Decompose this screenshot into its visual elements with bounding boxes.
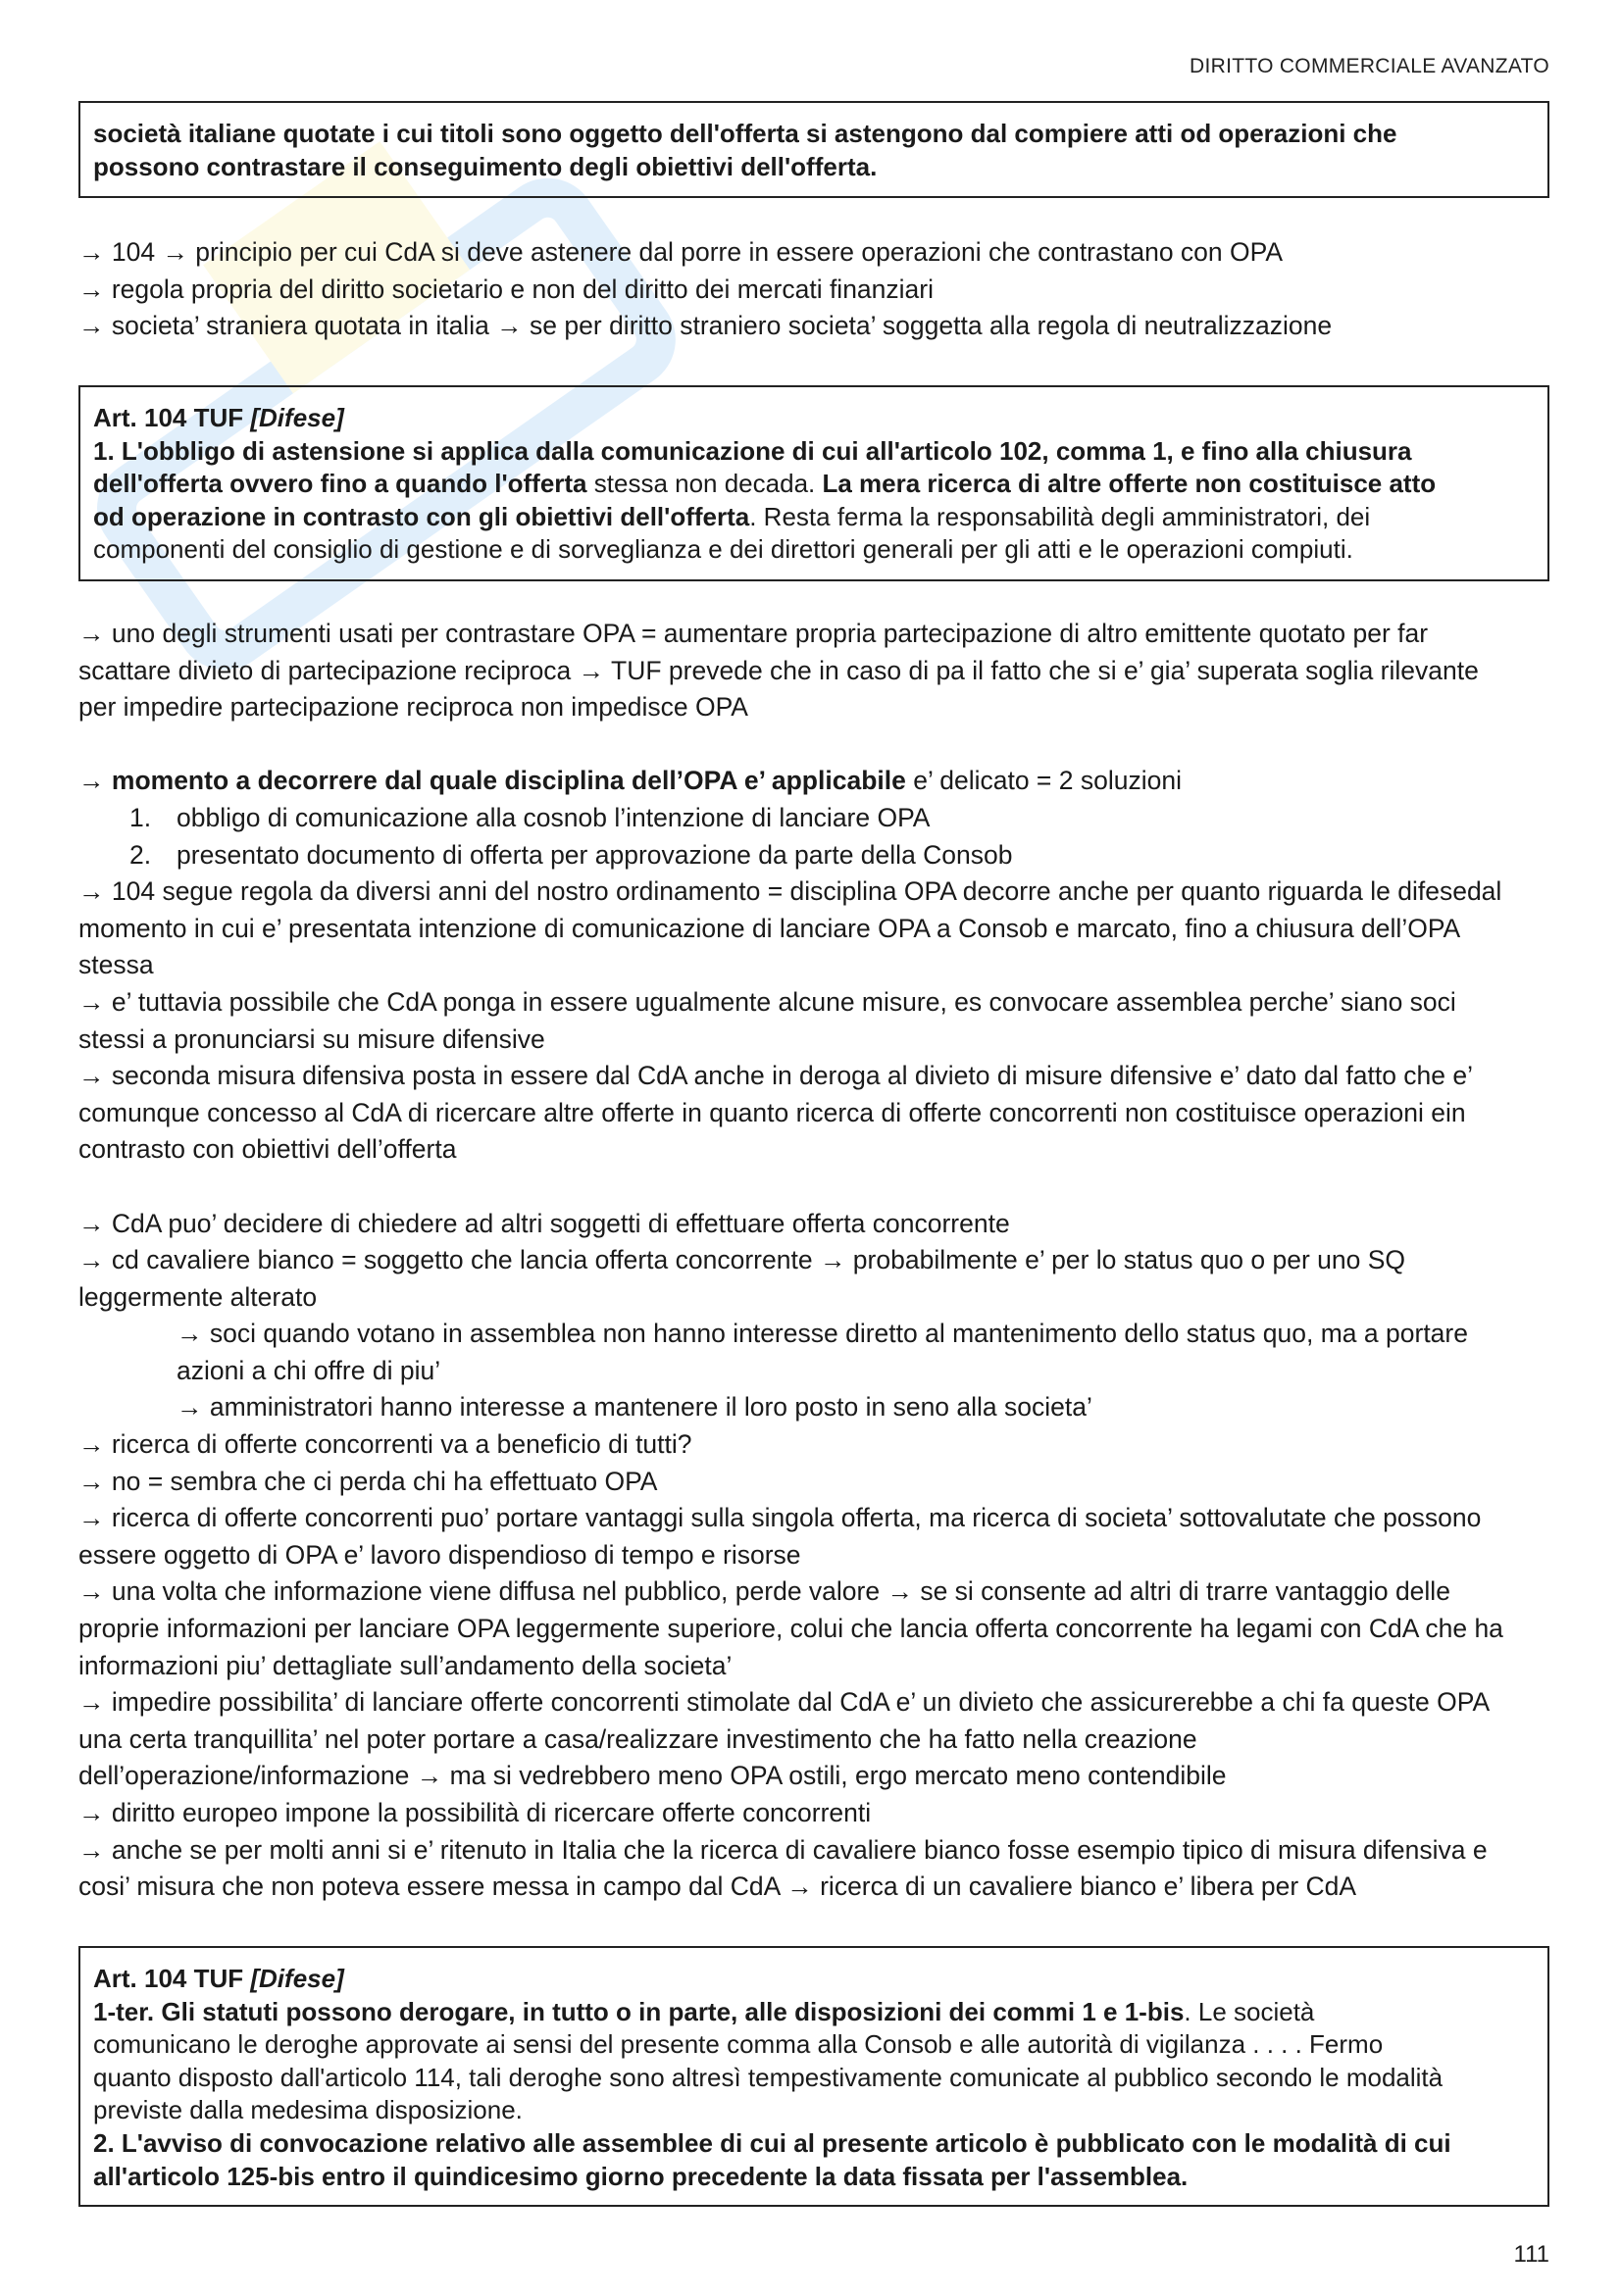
text-run: → impedire possibilita’ di lanciare offerte concorrenti stimolate dal CdA e’ un divieto che assicurerebbe a chi fa queste OPA — [78, 1687, 1491, 1718]
text-line — [93, 435, 1534, 469]
text-run: → CdA puo’ decidere di chiedere ad altri soggetti di effettuare offerta concorrente — [78, 1208, 1010, 1238]
text-run: cosi’ misura che non poteva essere messa in campo dal CdA → ricerca di un cavaliere bianco e’ libera per CdA — [78, 1872, 1357, 1902]
note-line — [78, 1537, 1569, 1574]
text-run: dell’operazione/informazione → ma si vedrebbero meno OPA ostili, ergo mercato meno contendibile — [78, 1761, 1227, 1791]
note-line — [78, 1611, 1569, 1648]
quote-box-art-104 — [78, 385, 1549, 581]
note-line — [78, 1095, 1569, 1132]
note-line — [78, 911, 1569, 948]
note-line — [78, 1169, 1569, 1206]
bold-text: od operazione in contrasto con gli obiettivi dell'offerta — [93, 501, 750, 531]
text-run: e’ delicato = 2 soluzioni — [905, 766, 1182, 796]
text-run: → ricerca di offerte concorrenti puo’ portare vantaggi sulla singola offerta, ma ricerca di societa’ sottovalutate che possono — [78, 1503, 1482, 1533]
text-line — [78, 234, 1569, 272]
text-run: stessi a pronunciarsi su misure difensive — [78, 1023, 545, 1054]
note-line — [78, 1684, 1569, 1722]
text-run: stessa — [78, 950, 154, 980]
text-run: contrasto con obiettivi dell’offerta — [78, 1134, 457, 1165]
note-line — [78, 984, 1569, 1022]
text-run: proprie informazioni per lanciare OPA leggermente superiore, colui che lancia offerta concorrente ha legami con CdA che ha — [78, 1614, 1503, 1644]
bold-text: società italiane quotate i cui titoli sono oggetto dell'offerta si astengono dal compiere atti od operazioni che — [93, 119, 1397, 148]
text-run: → regola propria del diritto societario e non del diritto dei mercati finanziari — [78, 274, 934, 304]
numbered-list-item — [78, 800, 1569, 837]
text-run: informazioni piu’ dettagliate sull’andamento della societa’ — [78, 1650, 733, 1680]
note-line — [78, 689, 1569, 726]
note-line — [78, 726, 1569, 764]
text-run: → no = sembra che ci perda chi ha effettuato OPA — [78, 1466, 658, 1496]
text-line — [93, 1996, 1534, 2029]
text-line — [93, 2062, 1534, 2095]
bold-text: 1. L'obbligo di astensione si applica dalla comunicazione di cui all'articolo 102, comma 1, e fino alla chiusura — [93, 435, 1412, 466]
bold-text: Art. 104 TUF — [93, 403, 251, 432]
note-line — [78, 1022, 1569, 1059]
text-line — [93, 2161, 1534, 2194]
note-line — [78, 1573, 1569, 1611]
text-run: . Resta ferma la responsabilità degli amministratori, dei — [749, 501, 1371, 531]
text-run: → soci quando votano in assemblea non hanno interesse diretto al mantenimento dello status quo, ma a portare — [177, 1319, 1468, 1349]
text-run: momento in cui e’ presentata intenzione di comunicazione di lanciare OPA a Consob e marcato, fino a chiusura dell’OPA — [78, 913, 1461, 943]
text-run: → — [78, 766, 112, 796]
note-line — [78, 1279, 1569, 1317]
text-line — [78, 272, 1569, 309]
note-line — [78, 1832, 1569, 1870]
text-run: → diritto europeo impone la possibilità di ricercare offerte concorrenti — [78, 1798, 872, 1827]
note-line — [78, 653, 1569, 690]
text-line — [93, 118, 1534, 151]
text-run: presentato documento di offerta per approvazione da parte della Consob — [177, 839, 1013, 870]
bold-text: possono contrastare il conseguimento degli obiettivi dell'offerta. — [93, 151, 878, 181]
bold-text: La mera ricerca di altre offerte non costituisce atto — [822, 469, 1437, 499]
text-line — [93, 2094, 1534, 2127]
text-run: azioni a chi offre di piu’ — [177, 1355, 441, 1385]
bold-text: 2. L'avviso di convocazione relativo alle assemblee di cui al presente articolo è pubblicato con le modalità di cui — [93, 2127, 1451, 2158]
text-run: una certa tranquillita’ nel poter portare a casa/realizzare investimento che ha fatto nella creazione — [78, 1723, 1197, 1754]
note-line — [78, 1058, 1569, 1095]
note-line — [78, 1869, 1569, 1906]
note-line — [78, 1316, 1569, 1353]
text-run: componenti del consiglio di gestione e di sorveglianza e dei direttori generali per gli atti e le operazioni compiuti. — [93, 534, 1353, 565]
note-line — [78, 1464, 1569, 1501]
text-run: → societa’ straniera quotata in italia → se per diritto straniero societa’ soggetta alla regola di neutralizzazione — [78, 311, 1333, 341]
text-run: per impedire partecipazione reciproca non impedisce OPA — [78, 692, 748, 723]
text-run: → anche se per molti anni si e’ ritenuto in Italia che la ricerca di cavaliere bianco fosse esempio tipico di misura difensiva e — [78, 1834, 1488, 1865]
bold-text: dell'offerta ovvero fino a quando l'offerta — [93, 469, 587, 499]
numbered-list-item — [78, 837, 1569, 874]
text-run: → seconda misura difensiva posta in essere dal CdA anche in deroga al divieto di misure difensive e’ dato dal fatto che e’ — [78, 1061, 1474, 1091]
bold-text: [Difese] — [250, 1964, 344, 1993]
text-run: obbligo di comunicazione alla cosnob l’intenzione di lanciare OPA — [177, 802, 931, 832]
note-line — [78, 1758, 1569, 1795]
note-line — [78, 1242, 1569, 1279]
running-header: DIRITTO COMMERCIALE AVANZATO — [1190, 55, 1549, 77]
text-line — [93, 402, 1534, 435]
text-line — [93, 2127, 1534, 2161]
text-run: → 104 segue regola da diversi anni del nostro ordinamento = disciplina OPA decorre anche per quanto riguarda le difesedal — [78, 876, 1502, 907]
note-line — [78, 1648, 1569, 1685]
text-run: scattare divieto di partecipazione reciproca → TUF prevede che in caso di pa il fatto che si e’ gia’ superata soglia rilevante — [78, 655, 1479, 685]
text-run: → cd cavaliere bianco = soggetto che lancia offerta concorrente → probabilmente e’ per lo status quo o per uno SQ — [78, 1245, 1406, 1275]
text-run: → 104 → principio per cui CdA si deve astenere dal porre in essere operazioni che contrastano con OPA — [78, 237, 1284, 267]
note-line — [78, 1500, 1569, 1537]
note-line — [78, 873, 1569, 911]
bold-text: momento a decorrere dal quale disciplina dell’OPA e’ applicabile — [111, 766, 906, 796]
text-run: comunicano le deroghe approvate ai sensi del presente comma alla Consob e alle autorità di vigilanza . . . . Fermo — [93, 2029, 1384, 2060]
list-number: 2. — [129, 839, 152, 870]
list-number: 1. — [129, 802, 152, 832]
text-line — [93, 2028, 1534, 2062]
note-line — [78, 947, 1569, 984]
note-line — [78, 1389, 1569, 1426]
text-run: → ricerca di offerte concorrenti va a beneficio di tutti? — [78, 1429, 692, 1460]
text-line — [93, 533, 1534, 567]
text-line — [93, 151, 1534, 184]
text-run: essere oggetto di OPA e’ lavoro dispendioso di tempo e risorse — [78, 1539, 801, 1570]
note-line — [78, 763, 1569, 800]
quote-box-art-104-1ter — [78, 1946, 1549, 2207]
text-run: . Le società — [1184, 1996, 1315, 2026]
note-line — [78, 616, 1569, 653]
text-line — [93, 468, 1534, 501]
text-line — [78, 308, 1569, 345]
note-line — [78, 1426, 1569, 1464]
bold-text: 1-ter. Gli statuti possono derogare, in tutto o in parte, alle disposizioni dei commi 1 e 1-bis — [93, 1996, 1185, 2026]
bold-text: [Difese] — [250, 403, 344, 432]
notes-section-2 — [78, 616, 1569, 1906]
text-run: → amministratori hanno interesse a mantenere il loro posto in seno alla societa’ — [177, 1392, 1092, 1423]
note-line — [78, 1795, 1569, 1832]
text-run: comunque concesso al CdA di ricercare altre offerte in quanto ricerca di offerte concorrenti non costituisce operazioni ein — [78, 1097, 1466, 1127]
text-run: → una volta che informazione viene diffusa nel pubblico, perde valore → se si consente ad altri di trarre vantaggio delle — [78, 1576, 1450, 1607]
note-line — [78, 1131, 1569, 1169]
notes-section-1 — [78, 234, 1569, 345]
text-line — [93, 1963, 1534, 1996]
bold-text: all'articolo 125-bis entro il quindicesimo giorno precedente la data fissata per l'assemblea. — [93, 2161, 1189, 2191]
text-run: → uno degli strumenti usati per contrastare OPA = aumentare propria partecipazione di altro emittente quotato per far — [78, 619, 1429, 648]
note-line — [78, 1206, 1569, 1243]
note-line — [78, 1722, 1569, 1759]
note-line — [78, 1353, 1569, 1390]
text-line — [93, 501, 1534, 534]
text-run: leggermente alterato — [78, 1281, 318, 1312]
bold-text: Art. 104 TUF — [93, 1964, 251, 1993]
quote-box-neutralization — [78, 101, 1549, 198]
text-run: previste dalla medesima disposizione. — [93, 2095, 523, 2125]
text-run: → e’ tuttavia possibile che CdA ponga in essere ugualmente alcune misure, es convocare assemblea perche’ siano soci — [78, 986, 1456, 1017]
text-run: quanto disposto dall'articolo 114, tali deroghe sono altresì tempestivamente comunicate al pubblico secondo le modalità — [93, 2062, 1444, 2092]
text-run: stessa non decada. — [586, 469, 823, 499]
page-number: 111 — [1513, 2241, 1549, 2268]
